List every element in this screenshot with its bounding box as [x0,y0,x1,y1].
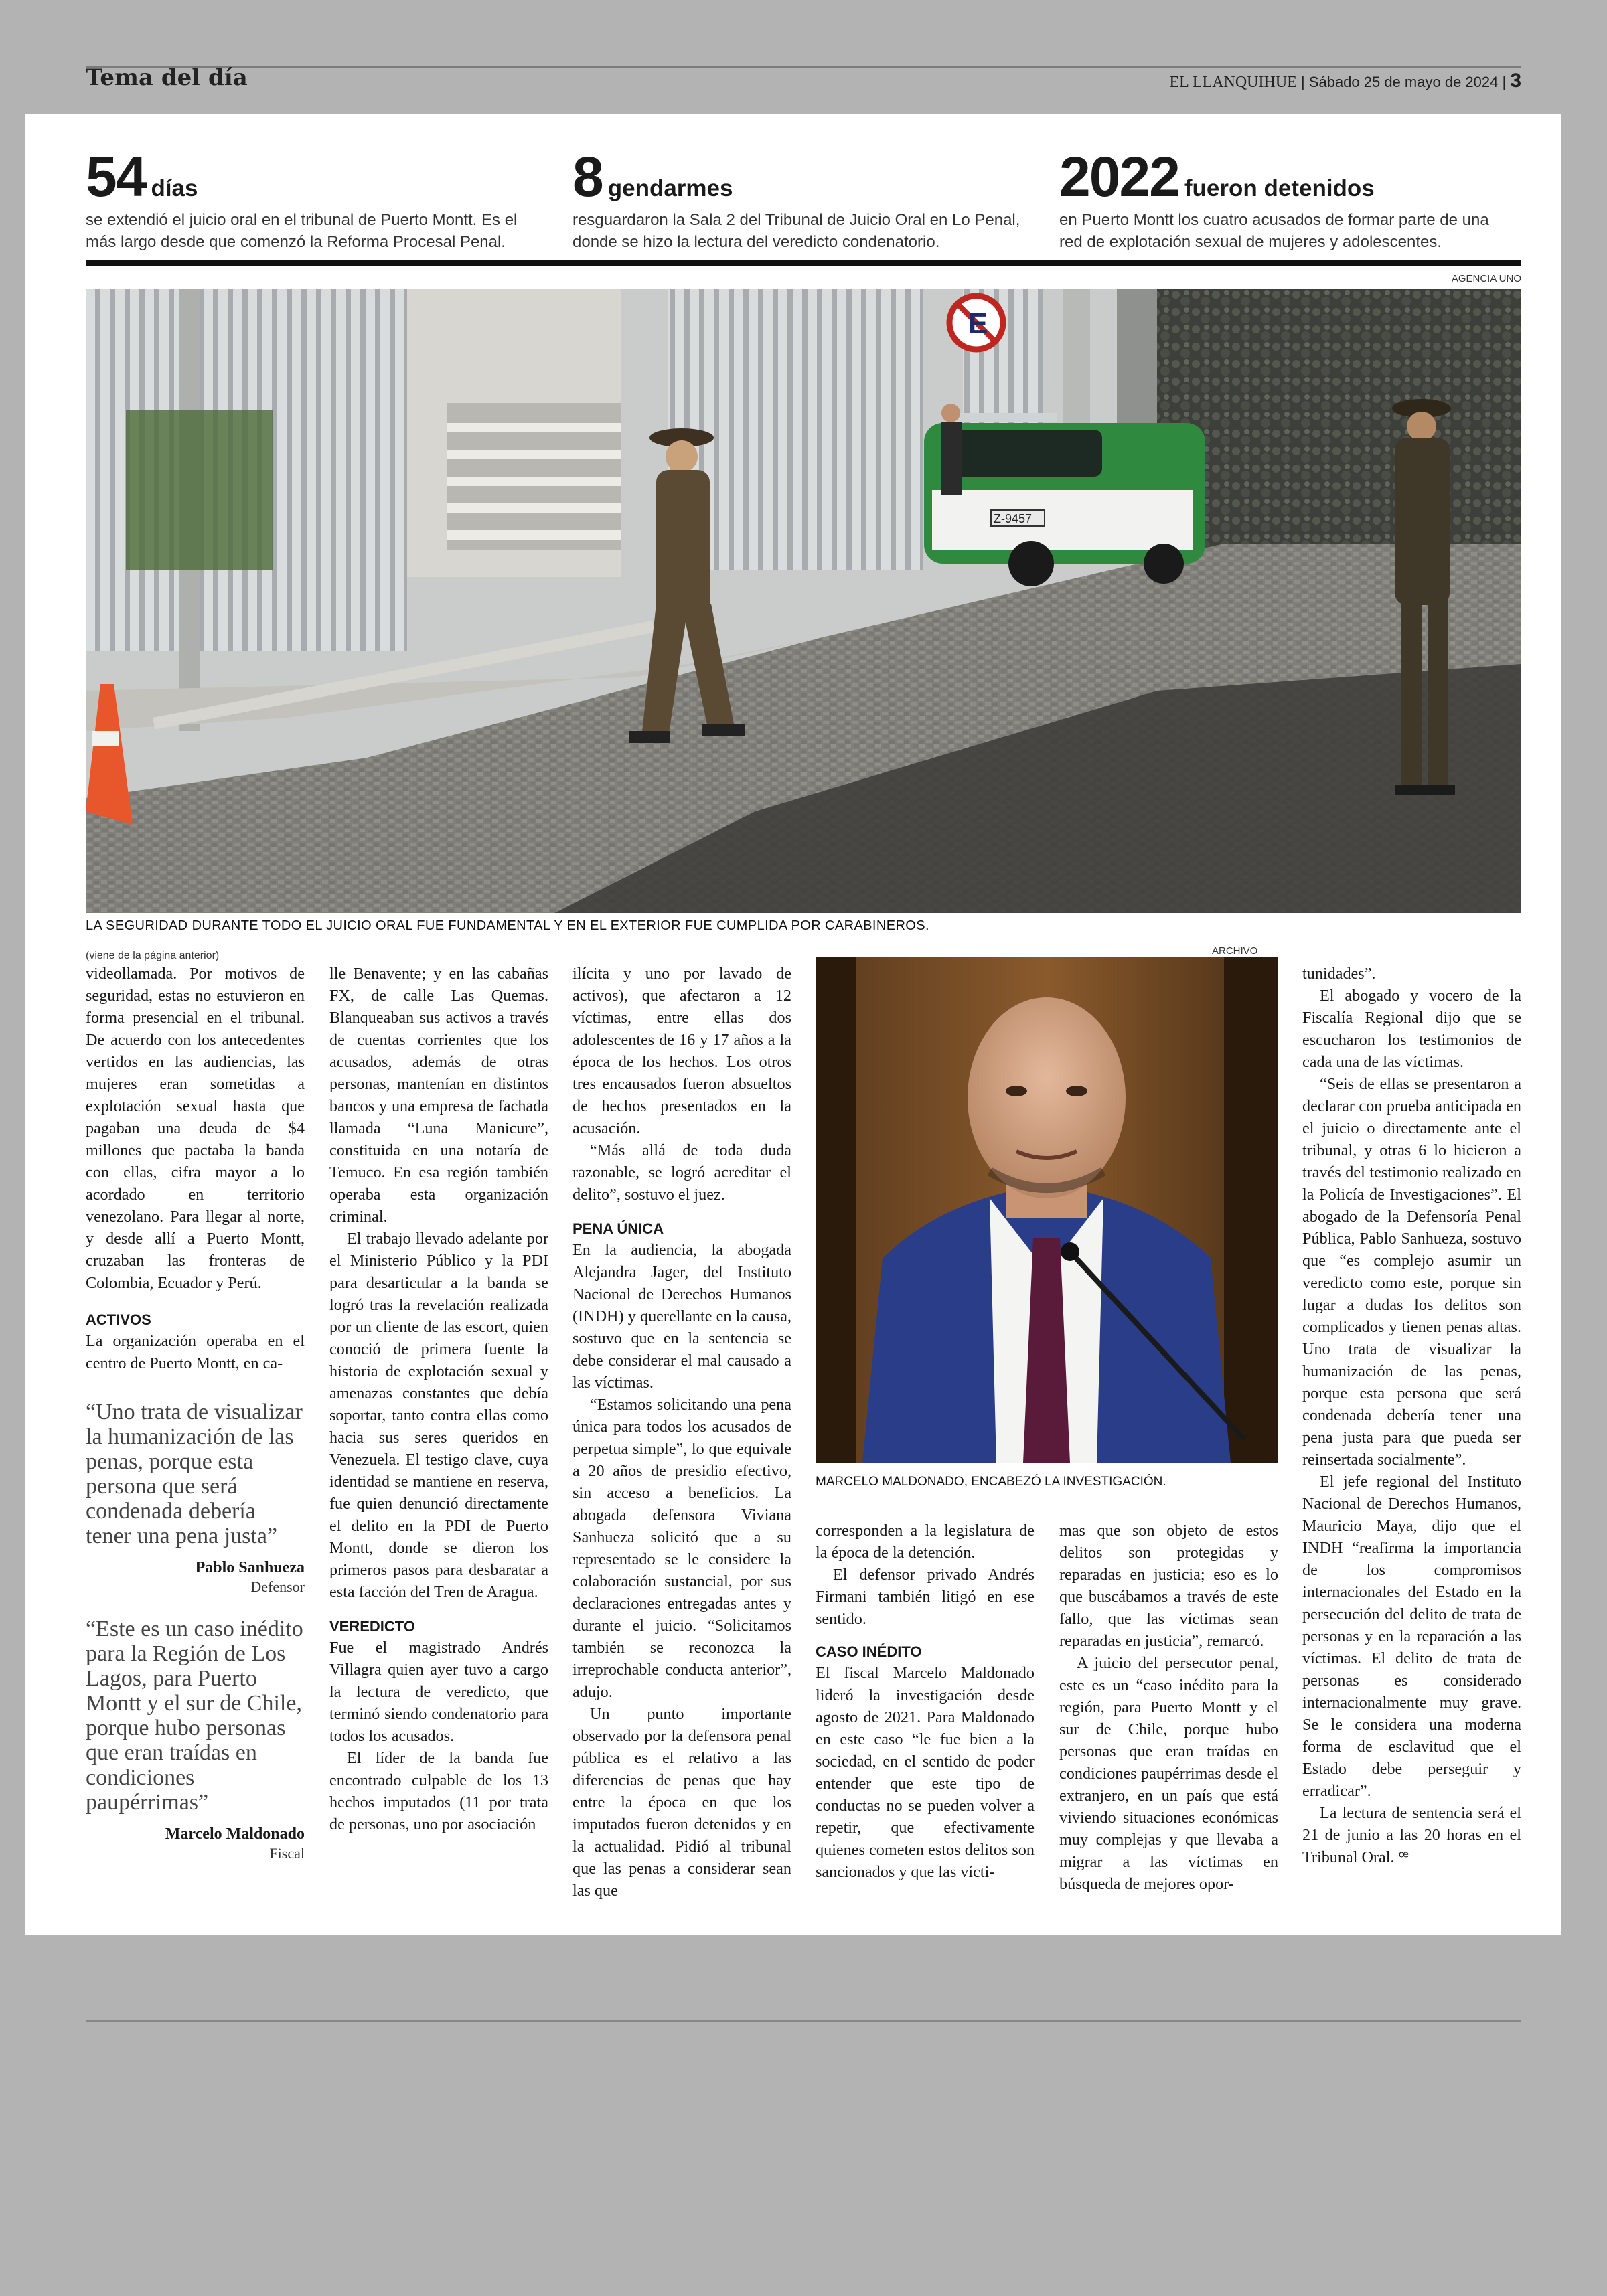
stat-block [1059,145,1515,253]
paragraph: corresponden a la legislatura de la época de la detención. [816,1522,1035,1562]
paragraph: El trabajo llevado adelante por el Ministerio Público y la PDI para desarticular a la banda se logró tras la revelación realizada por un cliente de las escort, quien conoció de primera fuente la historia de explotación sexual y amenazas constantes que debía soportar, tanto contra ellas como hacia sus seres queridos en Venezuela. El testigo clave, cuya identidad se mantiene en reserva, fue quien denunció directamente el delito en la PDI de Puerto Montt, donde se dieron los primeros pasos para desbaratar a esta facción del Tren de Aragua. [329,1230,548,1601]
masthead-separator: | [1502,74,1511,90]
stat-description: resguardaron la Sala 2 del Tribunal de Juicio Oral en Lo Penal, donde se hizo la lectura del veredicto condenatorio. [572,211,1020,251]
paragraph: La organización operaba en el centro de Puerto Montt, en ca- [86,1332,305,1372]
pull-quote-role: Defensor [250,1578,305,1595]
photo-credit: AGENCIA UNO [1451,273,1521,284]
paragraph: ilícita y uno por lavado de activos), que afectaron a 12 víctimas, entre ellas dos adolescentes de 16 y 17 años a la época de los hechos. Los otros tres encausados fueron absueltos de hechos presentados en la acusación. [572,965,791,1137]
paragraph: mas que son objeto de estos delitos son protegidas y reparadas en justicia; eso es lo que buscábamos a través de este fallo, que las víctimas sean reparadas en justicia”, remarcó. [1059,1522,1278,1650]
paragraph: “Más allá de toda duda razonable, se logró acreditar el delito”, sostuvo el juez. [572,1141,791,1204]
paragraph: Un punto importante observado por la defensora penal pública es el relativo a las diferencias de penas que hay entre la época en que los imputados fueron detenidos y en la actualidad. Pidió al tribunal que las penas a considerar sean las que [572,1705,791,1900]
pull-quote: “Uno trata de visualizar la humanización de las penas, porque esta persona que será condenada debería tener una pena justa” [86,1400,303,1548]
pull-quote-author: Marcelo Maldonado [165,1825,305,1843]
continuation-note: (viene de la página anterior) [86,950,220,961]
header-rule [86,66,1521,68]
end-of-article-mark: ꟹ [1398,1848,1409,1866]
bottom-rule [86,2020,1521,2022]
stat-description: se extendió el juicio oral en el tribunal de Puerto Montt. Es el más largo desde que comenzó la Reforma Procesal Penal. [86,211,518,251]
article-column-3 [572,963,791,1902]
stat-block [572,145,1028,253]
article-column-6 [1302,963,1521,1868]
stat-number: 2022 [1059,145,1179,208]
paragraph: El defensor privado Andrés Firmani también litigó en ese sentido. [816,1566,1035,1628]
stat-block [86,145,541,253]
pull-quote: “Este es un caso inédito para la Región de Los Lagos, para Puerto Montt y el sur de Chile, porque hubo personas que eran traídas en condiciones paupérrimas” [86,1617,303,1815]
article-column-4 [816,1520,1035,1883]
portrait-photo-caption: MARCELO MALDONADO, ENCABEZÓ LA INVESTIGACIÓN. [816,1475,1166,1489]
photo-credit: ARCHIVO [1212,945,1258,957]
subheading-veredicto: VEREDICTO [329,1618,415,1635]
paragraph: A juicio del persecutor penal, este es un “caso inédito para la región, para Puerto Montt y el sur de Chile, porque hubo personas que eran traídas en condiciones paupérrimas desde el extranjero, en un país que está viviendo situaciones económicas muy complejas y que llevaba a migrar a las víctimas en búsqueda de mejores opor- [1059,1654,1278,1893]
paragraph: tunidades”. [1302,965,1376,983]
section-title: Tema del día [86,64,248,91]
paragraph: “Seis de ellas se presentaron a declarar con prueba anticipada en el juicio o directamente ante el tribunal, y otras 6 lo hicieron a través del testimonio realizado en la Policía de Investigaciones”. El abogado de la Defensoría Penal Pública, Pablo Sanhueza, sostuvo que “es complejo asumir un veredicto como este, porque sin lugar a dudas los delitos son complicados y tienen penas altas. Uno trata de visualizar la humanización de las penas, porque esta persona que será condenada debería tener una pena justa para que pueda ser reinsertada socialmente”. [1302,1075,1521,1469]
paragraph: En la audiencia, la abogada Alejandra Jager, del Instituto Nacional de Derechos Humanos (INDH) y querellante en la causa, sostuvo que en la sentencia se debe considerar el mal causado a las víctimas. [572,1241,791,1392]
article-column-2 [329,963,548,1835]
paragraph: lle Benavente; y en las cabañas FX, de calle Las Quemas. Blanqueaban sus activos a través de cuentas corrientes que los acusados, además de otras personas, mantenían en distintos bancos y una empresa de fachada llamada “Luna Manicure”, constituida en una notaría de Temuco. En esa región también operaba esta organización criminal. [329,965,548,1226]
paragraph: Fue el magistrado Andrés Villagra quien ayer tuvo a cargo la lectura de veredicto, que terminó siendo condenatorio para todos los acusados. [329,1639,548,1745]
masthead-separator: | [1300,74,1309,90]
stat-number: 54 [86,145,146,208]
main-photo-caption: LA SEGURIDAD DURANTE TODO EL JUICIO ORAL FUE FUNDAMENTAL Y EN EL EXTERIOR FUE CUMPLIDA POR CARABINEROS. [86,918,929,933]
license-plate: Z-9457 [994,512,1032,525]
paragraph: El jefe regional del Instituto Nacional de Derechos Humanos, Mauricio Maya, dijo que el INDH “reafirma la importancia de los compromisos internacionales del Estado en la persecución del delito de trata de personas y en la reparación a las víctimas. El delito de trata de personas es considerado internacionalmente muy grave. Se le considera una moderna forma de esclavitud que el Estado debe perseguir y erradicar”. [1302,1473,1521,1800]
portrait-photo [816,957,1278,1463]
stats-rule [86,260,1521,266]
paragraph: El fiscal Marcelo Maldonado lideró la investigación desde agosto de 2021. Para Maldonado en este caso “le fue bien a la sociedad, en el sentido de poder entender que este tipo de conductas no se pueden volver a repetir, que efectivamente quienes cometen estos delitos son sancionados y que las vícti- [816,1664,1035,1881]
pull-quote-author: Pablo Sanhueza [195,1559,305,1576]
svg-text:E: E [968,307,988,340]
page-number: 3 [1510,70,1521,92]
stat-unit: fueron detenidos [1184,175,1375,201]
publication-name: EL LLANQUIHUE [1169,74,1297,91]
paragraph: “Estamos solicitando una pena única para todos los acusados de perpetua simple”, lo que equivale a 20 años de presidio efectivo, sin acceso a beneficios. La abogada defensora Viviana Sanhueza solicitó que a su representado se le considere la colaboración sustancial, por sus declaraciones entregadas antes y durante el juicio. “Solicitamos también se reconozca la irreprochable conducta anterior”, adujo. [572,1396,791,1701]
masthead [1169,70,1521,92]
subheading-activos: ACTIVOS [86,1311,151,1328]
paragraph: videollamada. Por motivos de seguridad, estas no estuvieron en forma presencial en el tribunal. De acuerdo con los antecedentes vertidos en las audiencias, las mujeres eran sometidas a explotación sexual hasta que pagaban una deuda de $4 millones que pactaba la banda con ellas, cifra mayor a lo acordado en territorio venezolano. Para llegar al norte, y desde allí a Puerto Montt, cruzaban las fronteras de Colombia, Ecuador y Perú. [86,965,305,1292]
subheading-caso-inedito: CASO INÉDITO [816,1643,922,1660]
article-column-1 [86,949,305,1863]
pull-quote-role: Fiscal [269,1845,305,1862]
subheading-pena-unica: PENA ÚNICA [572,1220,664,1237]
stat-unit: gendarmes [607,175,733,201]
closing-paragraph: La lectura de sentencia será el 21 de junio a las 20 horas en el Tribunal Oral. [1302,1804,1521,1866]
main-photo [86,289,1521,913]
issue-date: Sábado 25 de mayo de 2024 [1308,74,1499,90]
article-column-5 [1059,1520,1278,1895]
paragraph: El líder de la banda fue encontrado culpable de los 13 hechos imputados (11 por trata de personas, uno por asociación [329,1749,548,1833]
paragraph [1302,1802,1521,1868]
paragraph: El abogado y vocero de la Fiscalía Regional dijo que se escucharon los testimonios de cada una de las víctimas. [1302,987,1521,1071]
stat-unit: días [151,175,198,201]
stat-description: en Puerto Montt los cuatro acusados de formar parte de una red de explotación sexual de mujeres y adolescentes. [1059,211,1489,251]
stat-number: 8 [572,145,603,208]
